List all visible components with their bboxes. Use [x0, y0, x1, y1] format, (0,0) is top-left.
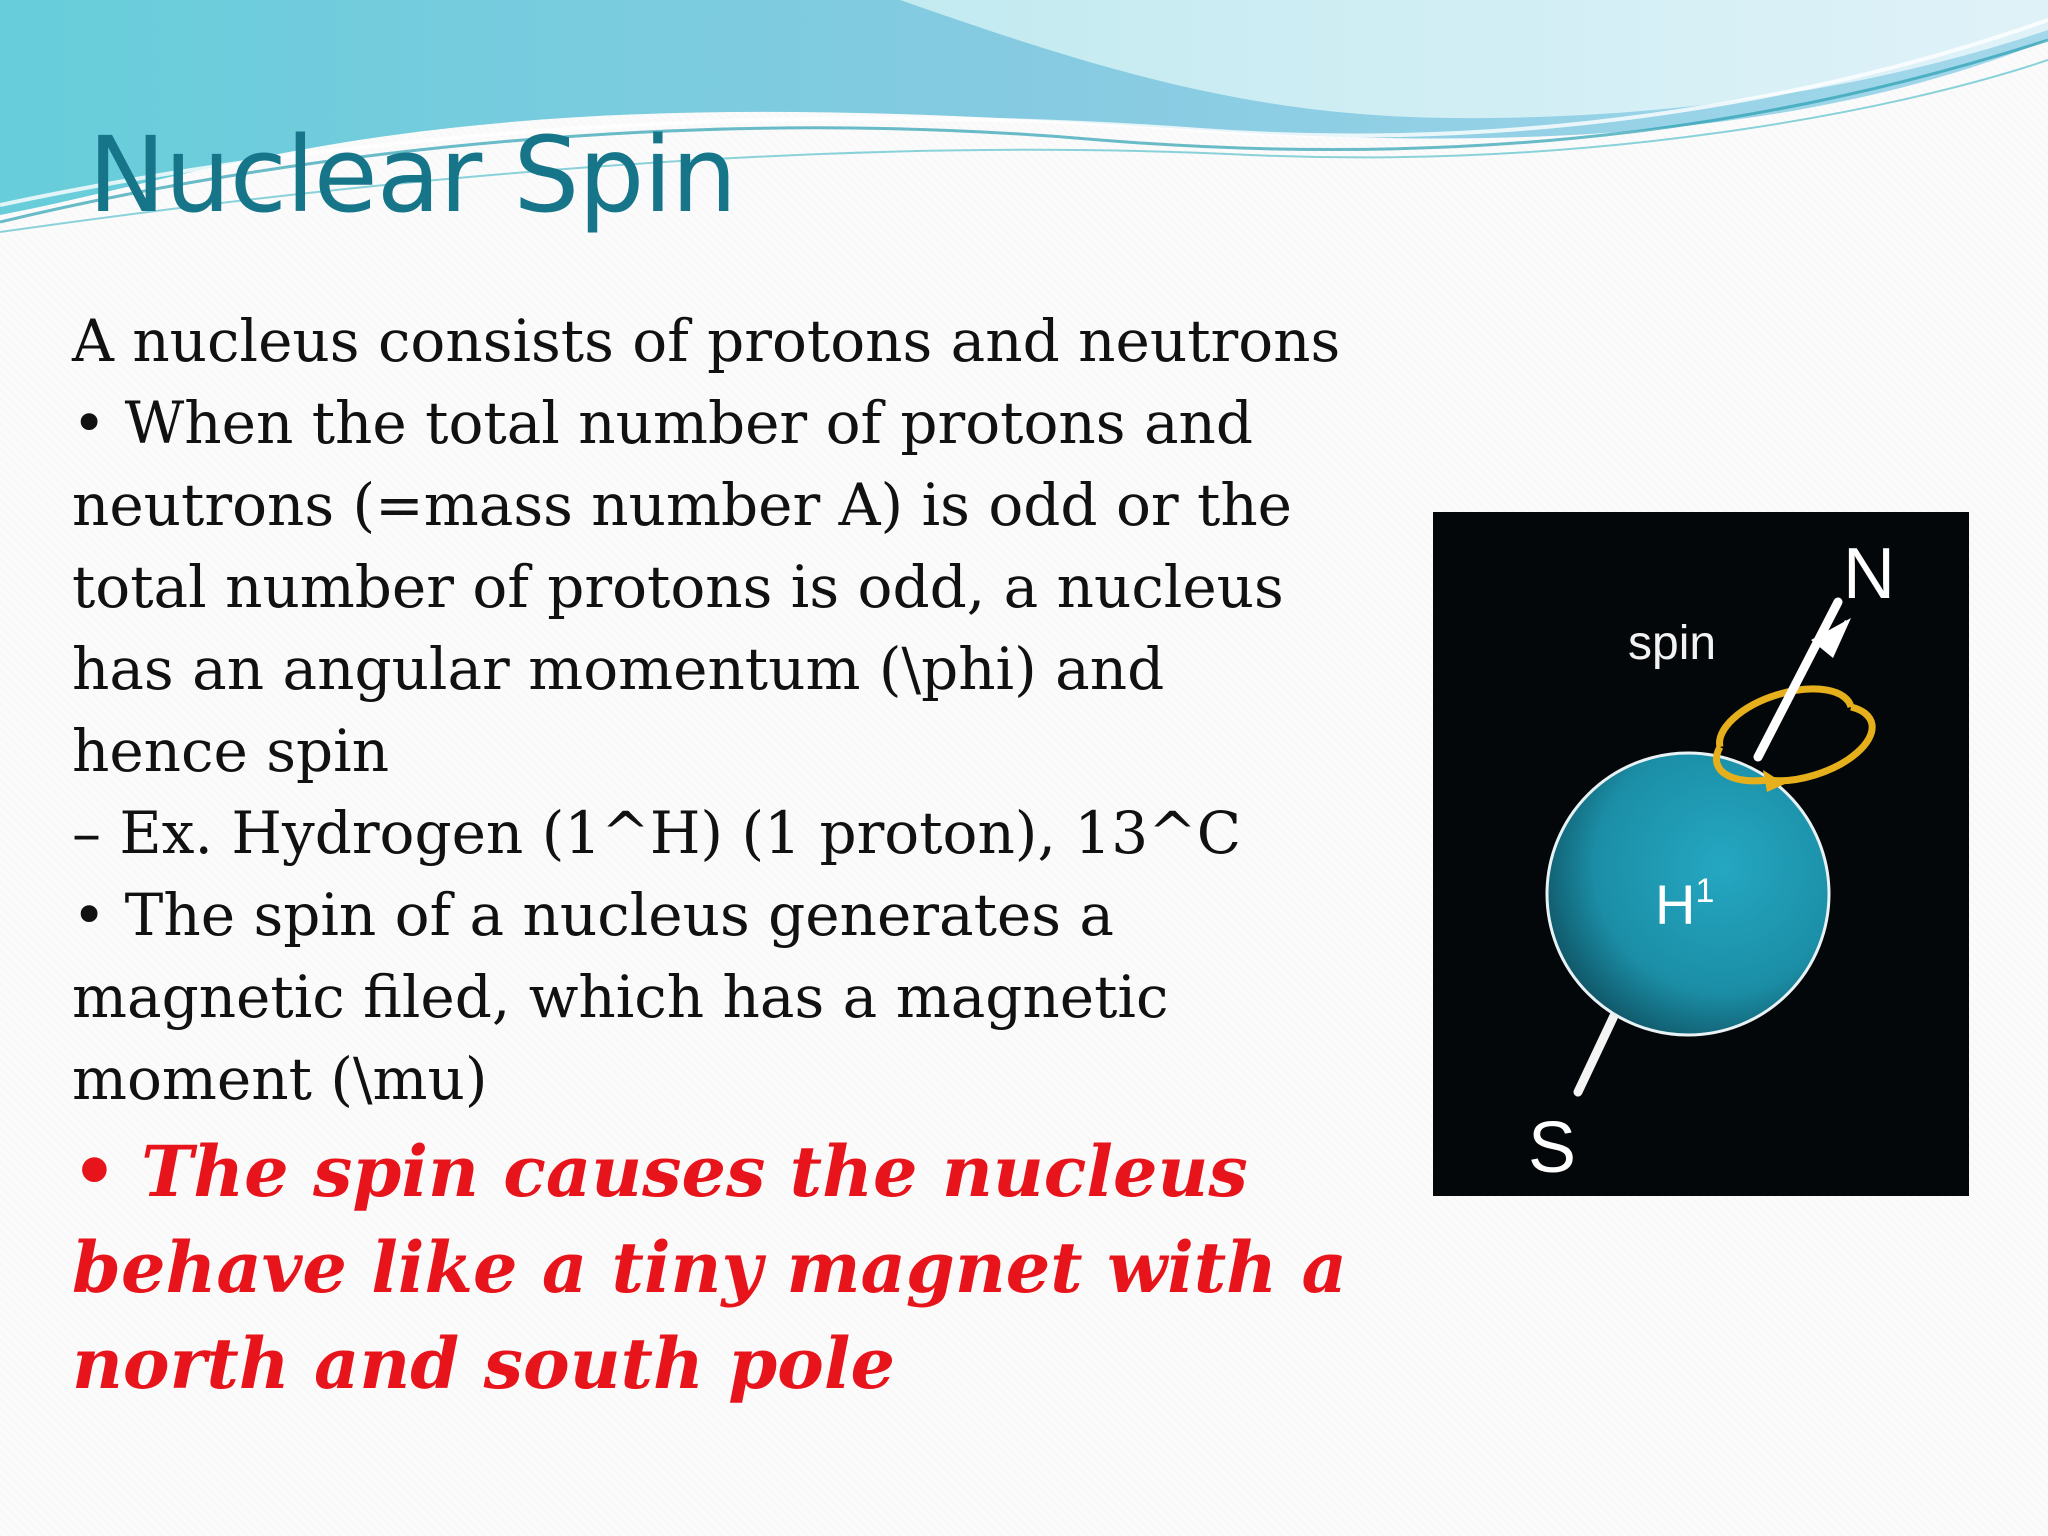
nucleus-symbol: H [1655, 873, 1696, 936]
spin-label: spin [1628, 617, 1717, 670]
body-line: has an angular momentum (\phi) and [72, 635, 1165, 703]
nuclear-spin-figure [1433, 512, 1969, 1196]
slide-title: Nuclear Spin [88, 114, 737, 236]
south-pole-label: S [1528, 1108, 1577, 1188]
body-text [72, 300, 1372, 1120]
emphasis-line: • The spin causes the nucleus [72, 1130, 1248, 1213]
north-axis-line [1758, 602, 1838, 757]
body-line: A nucleus consists of protons and neutrons [72, 307, 1341, 375]
nuclear-spin-diagram [1433, 512, 1969, 1196]
emphasis-line: north and south pole [72, 1322, 895, 1405]
nucleus-superscript: 1 [1695, 872, 1715, 910]
body-line: moment (\mu) [72, 1045, 488, 1113]
body-line: magnetic filed, which has a magnetic [72, 963, 1169, 1031]
body-line: • When the total number of protons and [72, 389, 1254, 457]
body-line: neutrons (=mass number A) is odd or the [72, 471, 1293, 539]
north-pole-label: N [1843, 534, 1895, 614]
body-line: • The spin of a nucleus generates a [72, 881, 1114, 949]
body-line: hence spin [72, 717, 390, 785]
emphasis-line: behave like a tiny magnet with a [72, 1226, 1347, 1309]
body-line: total number of protons is odd, a nucleus [72, 553, 1284, 621]
body-line: – Ex. Hydrogen (1^H) (1 proton), 13^C [72, 799, 1242, 867]
emphasis-text [72, 1124, 1372, 1412]
